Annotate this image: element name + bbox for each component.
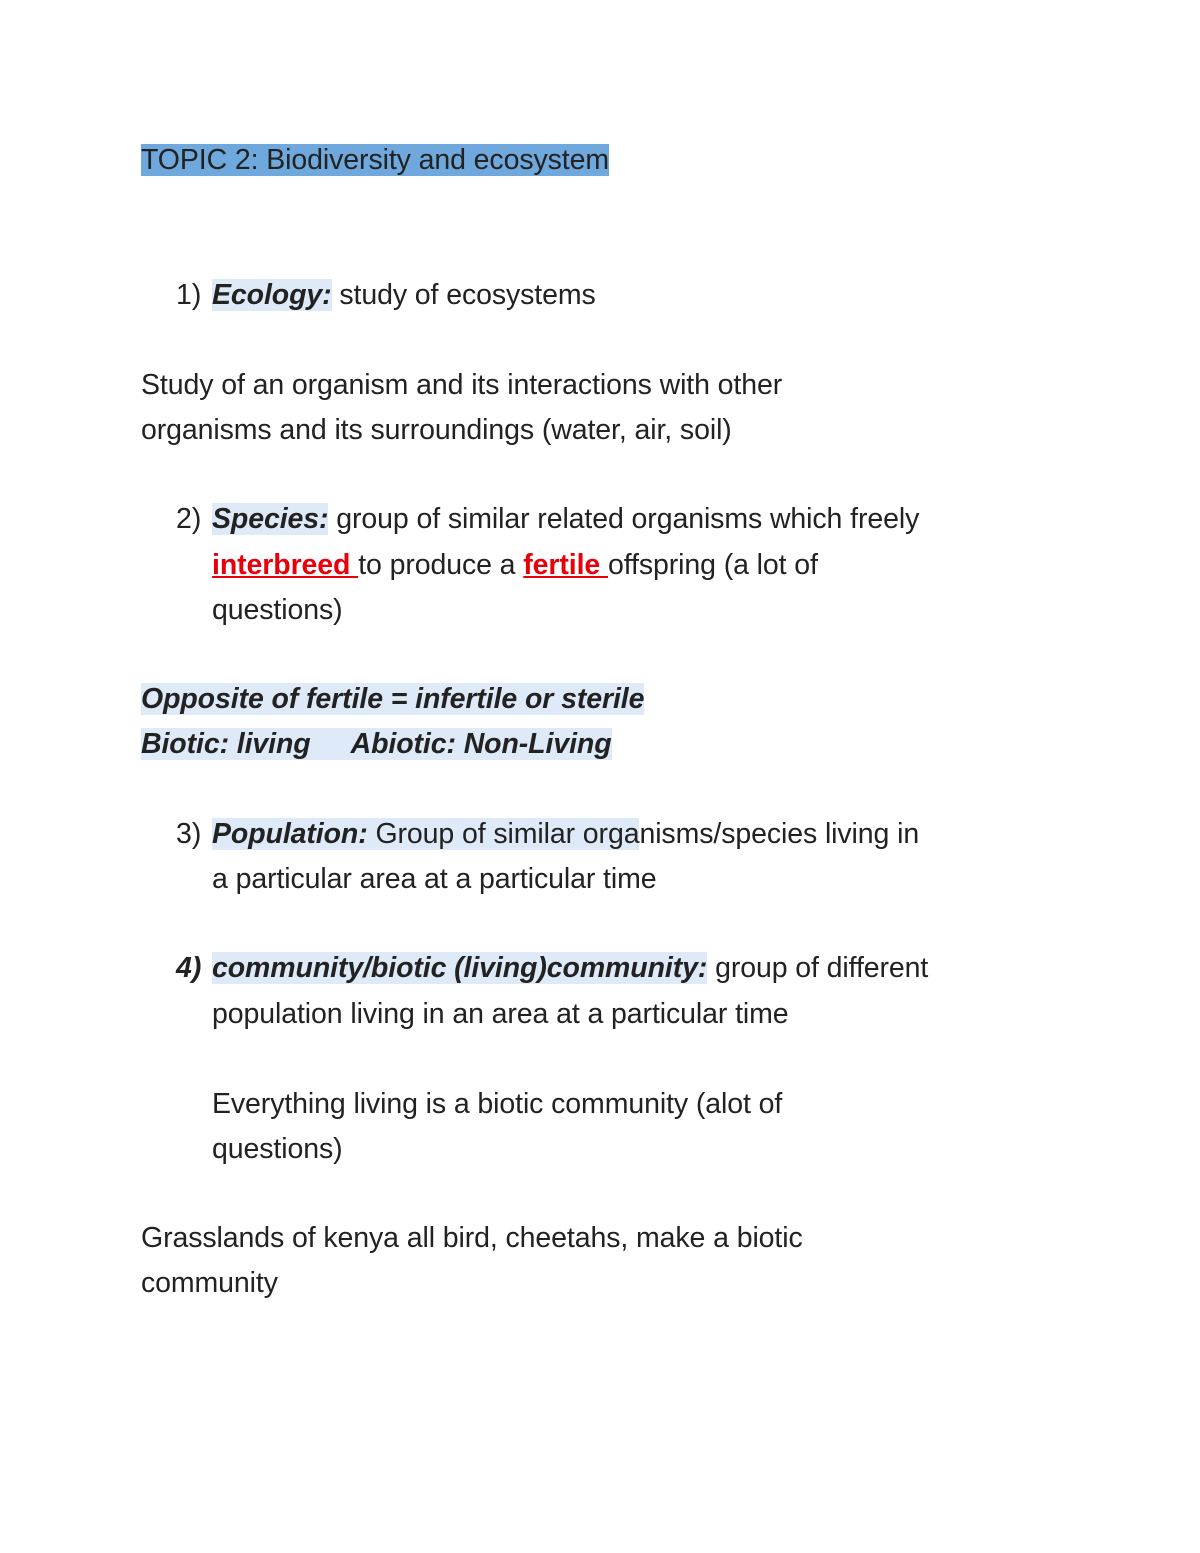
note-abiotic-text: Abiotic: Non-Living — [350, 728, 612, 760]
population-text: nisms/species living in — [639, 818, 920, 850]
note-fertile-text: Opposite of fertile = infertile or sterile — [141, 683, 645, 715]
term-ecology: Ecology: — [212, 279, 332, 311]
species-text-end: offspring (a lot of — [608, 549, 818, 581]
paragraph-line: Grasslands of kenya all bird, cheetahs, make a biotic — [141, 1222, 803, 1254]
list-item-community — [212, 949, 928, 987]
definition-ecology: study of ecosystems — [331, 279, 596, 311]
list-item-population — [212, 815, 919, 853]
keyword-interbreed: interbreed — [212, 549, 359, 581]
keyword-fertile: fertile — [523, 549, 608, 581]
community-note-line1: Everything living is a biotic community (alot of — [212, 1088, 783, 1120]
note-biotic — [141, 725, 612, 763]
community-note-line2: questions) — [212, 1133, 343, 1165]
term-species: Species: — [212, 503, 329, 535]
list-item-ecology — [212, 276, 596, 314]
definition-community: group of different — [707, 952, 929, 984]
paragraph-line: Study of an organism and its interactions with other — [141, 369, 783, 401]
list-number-4: 4) — [176, 952, 202, 984]
list-number-3: 3) — [176, 818, 202, 850]
population-hl-text: Group of similar orga — [367, 818, 640, 850]
definition-species: group of similar related organisms which freely — [328, 503, 920, 535]
note-fertile — [141, 680, 644, 718]
paragraph-line: community — [141, 1267, 278, 1299]
species-text-mid: to produce a — [358, 549, 524, 581]
list-item-community-line2: population living in an area at a particular time — [212, 998, 789, 1030]
note-biotic-text: Biotic: living — [141, 728, 351, 760]
list-item-species — [212, 500, 919, 538]
term-population-highlight — [212, 818, 639, 850]
term-population: Population: — [212, 818, 368, 850]
list-number-1: 1) — [176, 279, 202, 311]
term-community: community/biotic (living)community: — [212, 952, 708, 984]
title-highlight: TOPIC 2: Biodiversity and ecosystem — [141, 144, 609, 176]
page-title — [141, 141, 609, 179]
list-number-2: 2) — [176, 503, 202, 535]
list-item-population-line2: a particular area at a particular time — [212, 863, 657, 895]
paragraph-line: organisms and its surroundings (water, air, soil) — [141, 414, 732, 446]
list-item-species-line2 — [212, 546, 818, 584]
list-item-species-line3: questions) — [212, 594, 343, 626]
